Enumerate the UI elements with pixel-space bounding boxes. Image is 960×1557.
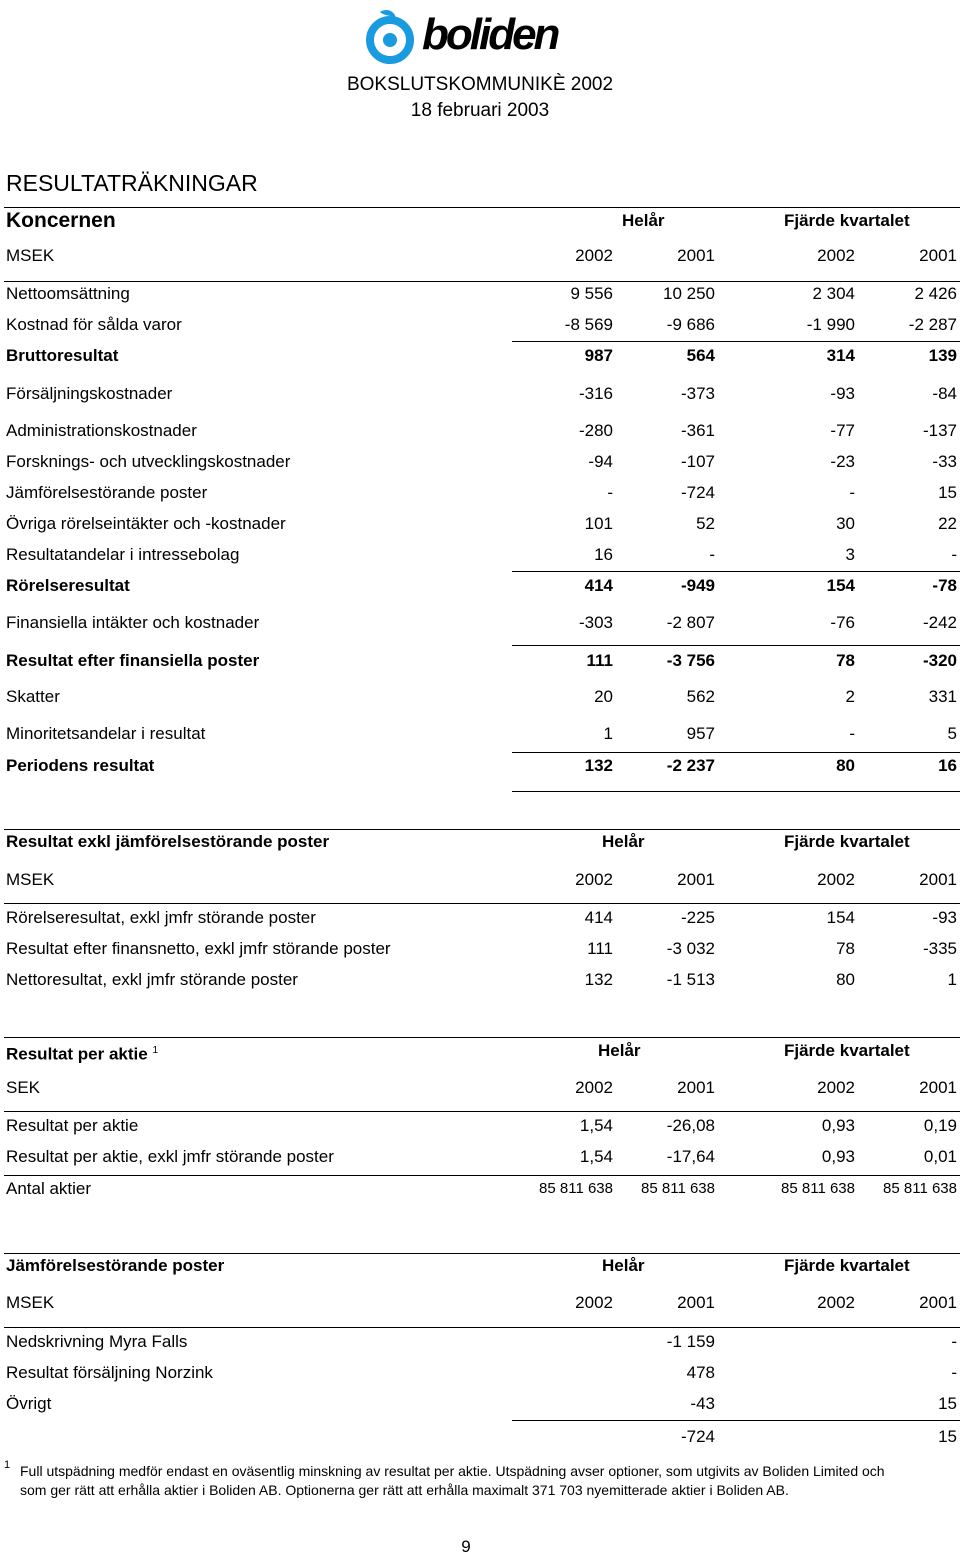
table-row: Nedskrivning Myra Falls -1 159 -	[6, 1332, 957, 1351]
table-row: Nettoomsättning 9 556 10 250 2 304 2 426	[6, 284, 957, 303]
table-row: Nettoresultat, exkl jmfr störande poster 132 -1 513 80 1	[6, 970, 957, 989]
table-row: Rörelseresultat, exkl jmfr störande poster 414 -225 154 -93	[6, 908, 957, 927]
table-heading: Resultat exkl jämförelsestörande poster	[6, 832, 330, 851]
table-heading: Koncernen	[6, 209, 116, 232]
page-number: 9	[461, 1537, 471, 1556]
table-row: Kostnad för sålda varor -8 569 -9 686 -1 990 -2 287	[6, 315, 957, 334]
table-row: Skatter 20 562 2 331	[6, 687, 957, 706]
table-row: Finansiella intäkter och kostnader -303 -2 807 -76 -242	[6, 613, 957, 632]
document-title: BOKSLUTSKOMMUNIKÈ 2002	[346, 74, 614, 95]
table-row: Resultat per aktie, exkl jmfr störande poster 1,54 -17,64 0,93 0,01	[6, 1147, 957, 1166]
group-header-full-year: Helår	[602, 832, 645, 851]
subtotal-rule	[512, 1420, 960, 1421]
table-rule	[4, 903, 960, 904]
unit-label: SEK	[6, 1078, 41, 1097]
table-rule	[4, 1327, 960, 1328]
table-row: Resultat försäljning Norzink 478 -	[6, 1363, 957, 1382]
table-row: Periodens resultat 132 -2 237 80 16	[6, 756, 957, 775]
table-row: Resultat per aktie 1,54 -26,08 0,93 0,19	[6, 1116, 957, 1135]
table-row: Resultat efter finansnetto, exkl jmfr störande poster 111 -3 032 78 -335	[6, 939, 957, 958]
year-col-1: 2002	[575, 246, 613, 265]
table-row: Bruttoresultat 987 564 314 139	[6, 346, 957, 365]
table-row: Rörelseresultat 414 -949 154 -78	[6, 576, 957, 595]
group-header-q4: Fjärde kvartalet	[784, 1041, 910, 1060]
table-rule	[512, 791, 960, 792]
section-title: RESULTATRÄKNINGAR	[6, 170, 258, 196]
footnote-text: Full utspädning medför endast en oväsentlig minskning av resultat per aktie. Utspädning avser optioner, som utgivits av Boliden Limited och som ger rätt att erhålla aktier i Boliden AB. Optionerna ger rätt att erhålla maximalt 371 703 nyemitterade aktier i Boliden AB.	[20, 1463, 885, 1498]
table-row: Resultatandelar i intressebolag 16 - 3 -	[6, 545, 957, 564]
table-row: Administrationskostnader -280 -361 -77 -137	[6, 421, 957, 440]
table-row: Jämförelsestörande poster - -724 - 15	[6, 483, 957, 502]
group-header-full-year: Helår	[598, 1041, 641, 1060]
table-heading: Jämförelsestörande poster	[6, 1256, 225, 1275]
subtotal-rule	[512, 645, 960, 646]
table-row: Resultat efter finansiella poster 111 -3 756 78 -320	[6, 651, 957, 670]
table-row: -724 15	[680, 1427, 957, 1446]
table-row: Försäljningskostnader -316 -373 -93 -84	[6, 384, 957, 403]
footnote-mark: 1	[4, 1459, 11, 1471]
boliden-logo-icon	[364, 6, 420, 64]
table-header-row	[0, 1253, 960, 1279]
unit-row	[0, 243, 960, 269]
table-row: Minoritetsandelar i resultat 1 957 - 5	[6, 724, 957, 743]
boliden-logo	[364, 6, 574, 64]
group-header-q4: Fjärde kvartalet	[784, 211, 910, 230]
document-date: 18 februari 2003	[410, 100, 550, 121]
logo-wordmark: boliden	[422, 10, 558, 59]
unit-row: MSEK 2002 2001 2002 2001	[0, 1290, 960, 1316]
unit-label: MSEK	[6, 246, 55, 265]
table-row: Övrigt -43 15	[6, 1394, 957, 1413]
year-col-3: 2002	[817, 246, 855, 265]
footnote-ref: 1	[152, 1045, 159, 1056]
table-row: Forsknings- och utvecklingskostnader -94 -107 -23 -33	[6, 452, 957, 471]
unit-label: MSEK	[6, 870, 55, 889]
group-header-full-year: Helår	[622, 211, 665, 230]
group-header-full-year: Helår	[602, 1256, 645, 1275]
table-header-row	[0, 208, 960, 234]
table-rule	[4, 1111, 960, 1112]
table-header-row	[0, 1038, 960, 1064]
group-header-q4: Fjärde kvartalet	[784, 1256, 910, 1275]
table-row: Övriga rörelseintäkter och -kostnader 101 52 30 22	[6, 514, 957, 533]
year-col-2: 2001	[677, 246, 715, 265]
group-header-q4: Fjärde kvartalet	[784, 832, 910, 851]
unit-row: SEK 2002 2001 2002 2001	[0, 1075, 960, 1101]
table-row: Antal aktier 85 811 638 85 811 638 85 811 638 85 811 638	[6, 1179, 957, 1198]
subtotal-rule	[512, 341, 960, 342]
year-col-4: 2001	[919, 246, 957, 265]
subtotal-rule	[512, 571, 960, 572]
table-header-row	[0, 829, 960, 855]
unit-row: MSEK 2002 2001 2002 2001	[0, 867, 960, 893]
table-heading: Resultat per aktie $^1$	[6, 1044, 159, 1064]
unit-label: MSEK	[6, 1293, 55, 1312]
